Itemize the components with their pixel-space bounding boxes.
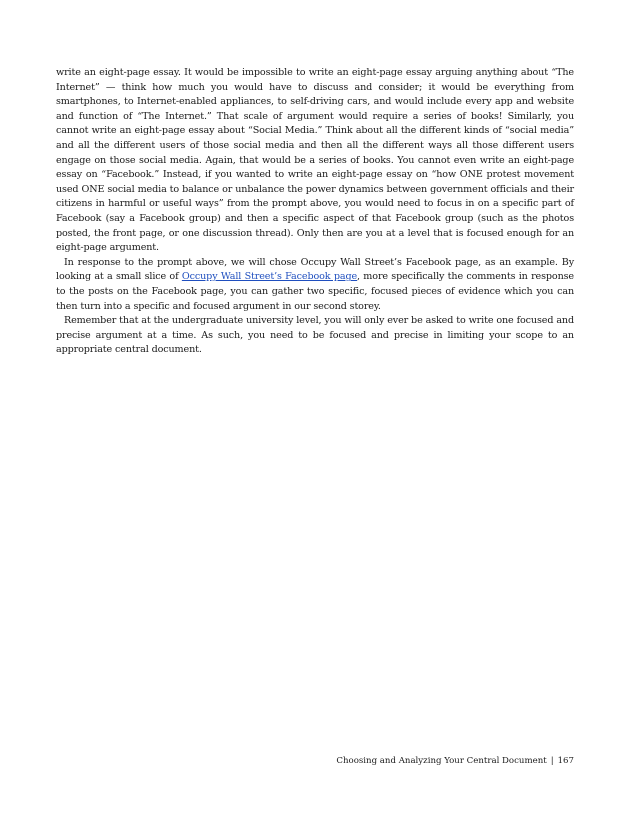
occupy-wall-street-facebook-link[interactable]: Occupy Wall Street’s Facebook page — [181, 271, 358, 283]
footer-separator: | — [550, 756, 554, 766]
paragraph-2-text-after-link: , more specifically the comments in response to the posts on the Facebook page, you can gather two specific, focused pieces of evidence which you can then turn into a specific and focused argument in our second storey. — [56, 271, 574, 312]
paragraph-3: Remember that at the undergraduate university level, you will only ever be asked to write one focused and precise argument at a time. As such, you need to be focused and precise in limiting your scope to an appropriate central document. — [56, 315, 574, 356]
paragraph-2 — [56, 256, 574, 314]
page-footer — [336, 756, 574, 766]
paragraph-2-text-before-link: In response to the prompt above, we will chose Occupy Wall Street’s Facebook page, as an example. By looking at a small slice of — [56, 256, 574, 283]
footer-page-number: 167 — [557, 756, 574, 766]
paragraph-1: write an eight-page essay. It would be impossible to write an eight-page essay arguing anything about “The Internet” — think how much you would have to discuss and consider; it would be everything from smartphones, to Internet-enabled appliances, to self-driving cars, and would include every app and website and function of “The Internet.” That scale of argument would require a series of books! Similarly, you cannot write an eight-page essay about “Social Media.” Think about all the different kinds of “social media” and all the different users of those social media and then all the different ways all those different users engage on those social media. Again, that would be a series of books. You cannot even write an eight-page essay on “Facebook.” Instead, if you wanted to write an eight-page essay on “how ONE protest movement used ONE social media to balance or unbalance the power dynamics between government officials and their citizens in harmful or useful ways” from the prompt above, you would need to focus in on a specific part of Facebook (say a Facebook group) and then a specific aspect of that Facebook group (such as the photos posted, the front page, or one discussion thread). Only then are you at a level that is focused enough for an eight-page argument. — [56, 67, 574, 254]
page-body — [56, 66, 574, 358]
footer-chapter-title: Choosing and Analyzing Your Central Document — [336, 756, 547, 766]
